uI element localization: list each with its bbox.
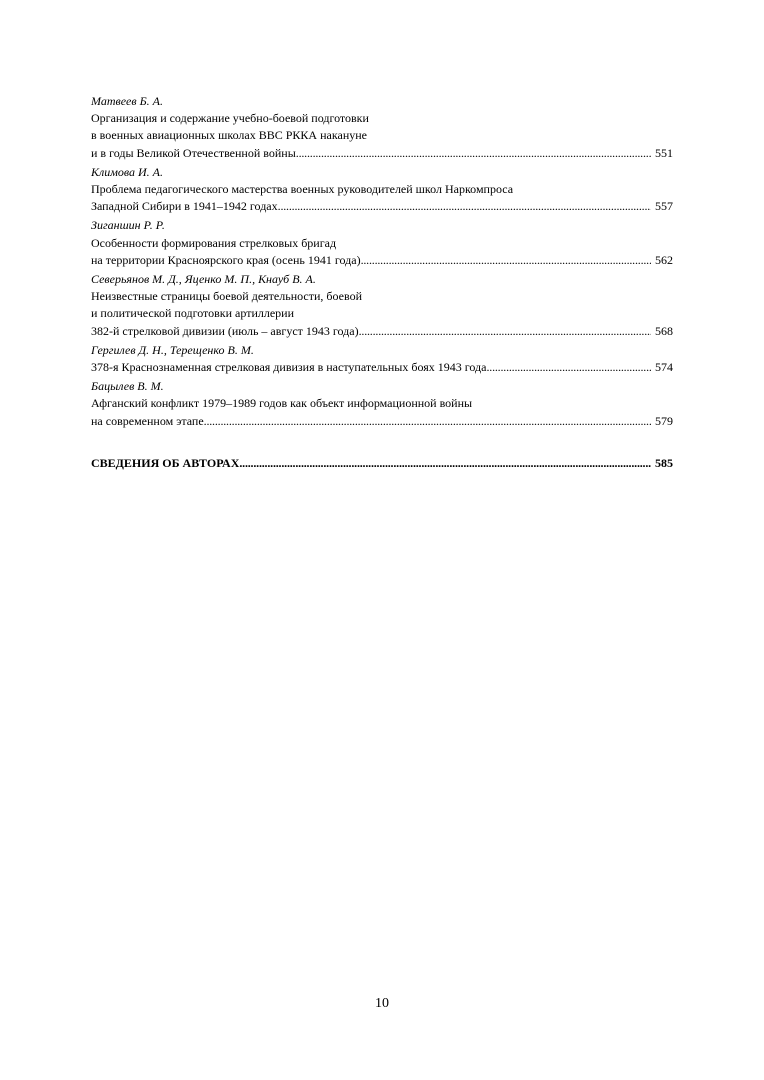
entry-title-line: Особенности формирования стрелковых бригад bbox=[91, 235, 337, 250]
entry-page: 574 bbox=[655, 360, 673, 375]
entry-author: Северьянов М. Д., Яценко М. П., Кнауб В. А. bbox=[91, 272, 316, 287]
entry-last-line bbox=[91, 413, 673, 430]
entry-title-line: в военных авиационных школах ВВС РККА накануне bbox=[91, 128, 367, 143]
entry-title-line: на территории Красноярского края (осень 1941 года) bbox=[91, 252, 361, 267]
entry-title-line: и политической подготовки артиллерии bbox=[91, 306, 295, 321]
toc-entry bbox=[91, 342, 673, 376]
entry-page: 579 bbox=[655, 413, 673, 428]
entry-author: Гергилев Д. Н., Терещенко В. М. bbox=[91, 342, 254, 357]
entry-last-line bbox=[91, 359, 673, 376]
entry-author: Матвеев Б. А. bbox=[91, 94, 163, 108]
leader-dots bbox=[361, 252, 651, 269]
entry-title-line: Проблема педагогического мастерства военных руководителей школ Наркомпроса bbox=[91, 182, 514, 197]
leader-dots bbox=[239, 456, 651, 471]
entry-author: Климова И. А. bbox=[91, 164, 163, 179]
leader-dots bbox=[296, 145, 651, 162]
table-of-contents bbox=[91, 93, 673, 432]
toc-entry bbox=[91, 164, 673, 216]
leader-dots bbox=[486, 359, 651, 376]
entry-last-line bbox=[91, 198, 673, 215]
entry-page: 557 bbox=[655, 199, 673, 214]
entry-page: 568 bbox=[655, 323, 673, 338]
entry-title-line: на современном этапе bbox=[91, 413, 204, 428]
entry-last-line bbox=[91, 252, 673, 269]
toc-entry bbox=[91, 378, 673, 430]
authors-info-label: СВЕДЕНИЯ ОБ АВТОРАХ bbox=[91, 456, 240, 470]
entry-title-line: Неизвестные страницы боевой деятельности, боевой bbox=[91, 289, 362, 304]
entry-title-line: Организация и содержание учебно-боевой подготовки bbox=[91, 111, 369, 126]
leader-dots bbox=[278, 198, 651, 215]
leader-dots bbox=[359, 323, 651, 340]
authors-info-page: 585 bbox=[655, 456, 673, 470]
leader-dots bbox=[204, 413, 651, 430]
authors-info-entry bbox=[91, 456, 673, 471]
entry-title-line: 378-я Краснознаменная стрелковая дивизия в наступательных боях 1943 года bbox=[91, 360, 487, 375]
toc-entry bbox=[91, 271, 673, 340]
entry-last-line bbox=[91, 323, 673, 340]
entry-title-line: 382-й стрелковой дивизии (июль – август 1943 года) bbox=[91, 323, 359, 338]
page-number: 10 bbox=[375, 996, 389, 1011]
entry-page: 551 bbox=[655, 145, 673, 160]
entry-page: 562 bbox=[655, 252, 673, 267]
entry-title-line: Западной Сибири в 1941–1942 годах bbox=[91, 199, 278, 214]
entry-title-line: и в годы Великой Отечественной войны bbox=[91, 145, 296, 160]
toc-entry bbox=[91, 217, 673, 269]
entry-last-line bbox=[91, 145, 673, 162]
entry-author: Зиганшин Р. Р. bbox=[91, 218, 165, 233]
entry-author: Бацылев В. М. bbox=[91, 379, 164, 394]
toc-entry bbox=[91, 93, 673, 162]
entry-title-line: Афганский конфликт 1979–1989 годов как объект информационной войны bbox=[91, 396, 473, 411]
